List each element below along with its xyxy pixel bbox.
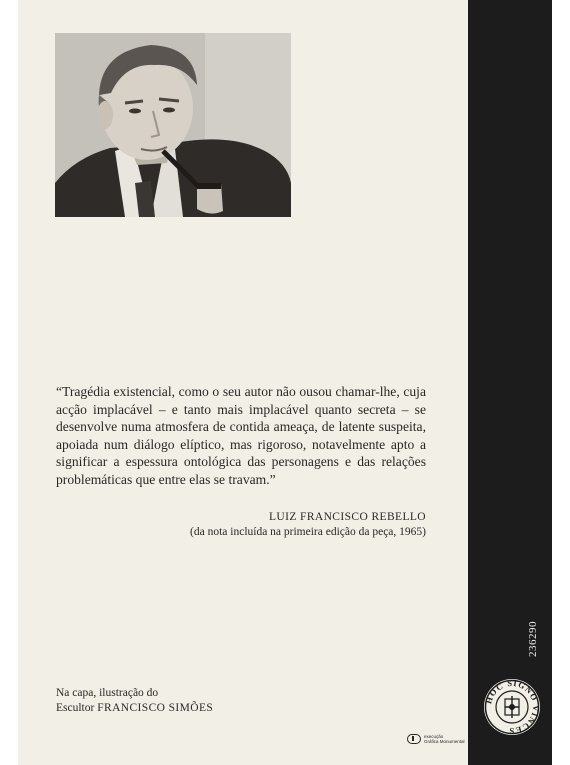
cover-credit — [56, 686, 213, 716]
quote-text: “Tragédia existencial, como o seu autor não ousou chamar-lhe, cuja acção implacável – e tanto mais implacável quanto secreta – se desenvolve numa atmosfera de contida ameaça, de latente suspeita, apoiada num diálogo elíptico, mas rigoroso, notavelmente apto a significar a espessura ontológica das personagens e das relações problemáticas que entre elas se travam.” — [56, 384, 426, 487]
printer-credit — [407, 734, 465, 744]
catalog-number: 236290 — [527, 621, 539, 657]
attribution-note: (da nota incluída na primeira edição da peça, 1965) — [190, 526, 426, 538]
cover-credit-line2 — [56, 701, 213, 716]
quote-block — [56, 383, 426, 489]
cover-credit-prefix: Escultor — [56, 702, 98, 714]
dark-spine-band — [468, 0, 552, 765]
seal-motto: HOC SIGNO VINCES — [483, 678, 541, 736]
publisher-seal-icon — [483, 678, 541, 736]
cover-credit-sculptor: FRANCISCO SIMÕES — [97, 702, 214, 714]
printer-logo-icon — [407, 734, 421, 744]
author-portrait-photo — [55, 33, 291, 217]
quote-attribution — [56, 510, 426, 540]
printer-text — [424, 734, 465, 744]
printer-line2: Gráfica Monumental — [424, 739, 465, 744]
attribution-author: LUIZ FRANCISCO REBELLO — [268, 511, 426, 523]
printer-line1: execução — [424, 734, 444, 739]
cover-credit-line1: Na capa, ilustração do — [56, 687, 159, 699]
